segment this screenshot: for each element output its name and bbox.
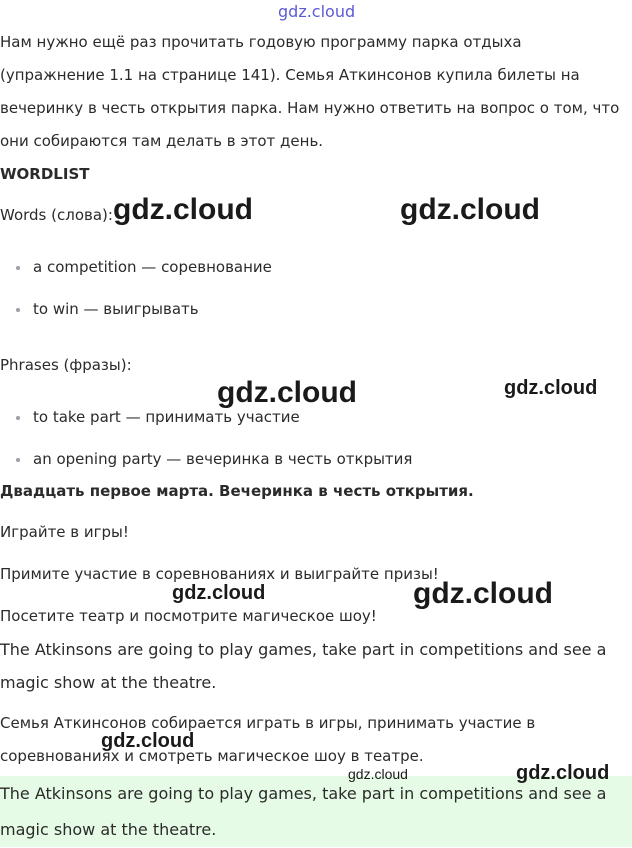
bullet-dot	[16, 458, 20, 462]
phrase-item: to take part — принимать участие	[33, 408, 300, 426]
watermark: gdz.cloud	[113, 193, 253, 226]
bullet-dot	[16, 266, 20, 270]
word-item: to win — выигрывать	[33, 300, 199, 318]
watermark: gdz.cloud	[516, 762, 610, 784]
notice-line: Примите участие в соревнованиях и выиграйте призы!	[0, 565, 439, 583]
answer-english: The Atkinsons are going to play games, take part in competitions and see a magic show at the theatre.	[0, 640, 607, 692]
watermark-logo: gdz.cloud	[278, 2, 356, 21]
answer-russian: Семья Аткинсонов собирается играть в игры, принимать участие в соревнованиях и смотреть магическое шоу в театре.	[0, 714, 536, 765]
word-item: a competition — соревнование	[33, 258, 272, 276]
watermark: gdz.cloud	[101, 730, 195, 752]
intro-paragraph: Нам нужно ещё раз прочитать годовую программу парка отдыха (упражнение 1.1 на странице 141). Семья Аткинсонов купила билеты на вечеринку в честь открытия парка. Нам нужно ответить на вопрос о том, что они собираются там делать в этот день.	[0, 33, 620, 150]
notice-line: Посетите театр и посмотрите магическое шоу!	[0, 607, 377, 625]
wordlist-heading: WORDLIST	[0, 165, 90, 183]
watermark: gdz.cloud	[348, 766, 408, 782]
watermark: gdz.cloud	[413, 577, 553, 610]
bullet-dot	[16, 308, 20, 312]
notice-title: Двадцать первое марта. Вечеринка в честь открытия.	[0, 482, 474, 500]
watermark: gdz.cloud	[504, 377, 598, 399]
watermark: gdz.cloud	[217, 376, 357, 409]
watermark: gdz.cloud	[400, 193, 540, 226]
answer-final: The Atkinsons are going to play games, take part in competitions and see a magic show at the theatre.	[0, 784, 607, 839]
watermark: gdz.cloud	[172, 582, 266, 604]
notice-line: Играйте в игры!	[0, 523, 129, 541]
bullet-dot	[16, 416, 20, 420]
phrases-label: Phrases (фразы):	[0, 356, 132, 374]
phrase-item: an opening party — вечеринка в честь открытия	[33, 450, 413, 468]
words-label: Words (слова):	[0, 206, 113, 224]
